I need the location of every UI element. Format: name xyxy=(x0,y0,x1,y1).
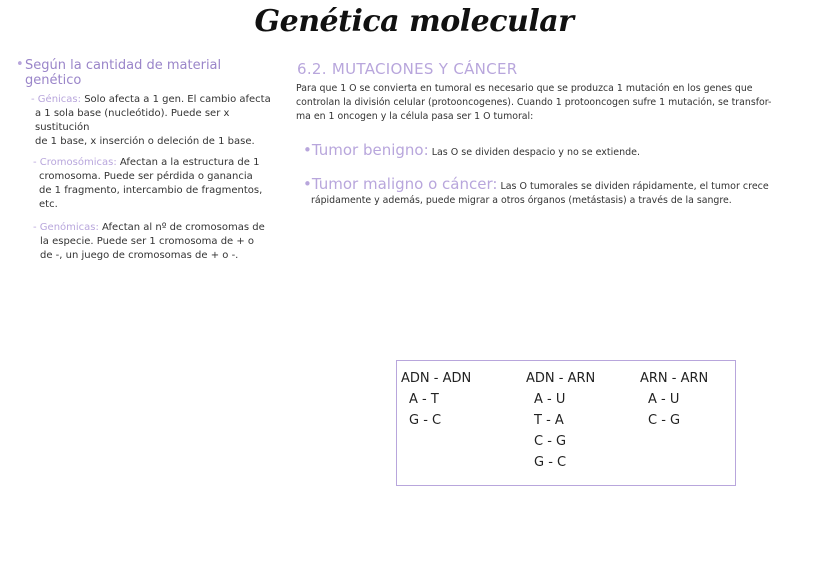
cromosomicas-block xyxy=(33,156,283,212)
genomicas-label: - Genómicas: xyxy=(33,222,99,233)
genicas-line-3: de 1 base, x inserción o deleción de 1 base. xyxy=(35,136,255,147)
maligno-item xyxy=(303,175,769,193)
column-header: ADN - ADN xyxy=(401,371,472,386)
base-pairs-box xyxy=(396,360,736,486)
pair-row: A - U xyxy=(648,392,680,407)
intro-paragraph xyxy=(296,82,826,124)
maligno-line-2: rápidamente y además, puede migrar a otros órganos (metástasis) a través de la sangre. xyxy=(311,195,732,206)
intro-line-3: ma en 1 oncogen y la célula pasa ser 1 O tumoral: xyxy=(296,111,534,122)
bullet-dot: • xyxy=(303,175,312,193)
intro-line-2: controlan la división celular (protooncogenes). Cuando 1 protooncogen sufre 1 mutación, se transfor- xyxy=(296,97,772,108)
left-heading-line-1: Según la cantidad de material xyxy=(25,58,222,73)
pair-row: G - C xyxy=(409,413,442,428)
cromosomicas-line-1: Afectan a la estructura de 1 xyxy=(116,157,260,168)
page-title: Genética molecular xyxy=(254,4,574,39)
genomicas-line-1: Afectan al nº de cromosomas de xyxy=(98,222,265,233)
genicas-line-2: a 1 sola base (nucleótido). Puede ser x sustitución xyxy=(35,108,230,133)
maligno-line-1: Las O tumorales se dividen rápidamente, el tumor crece xyxy=(497,181,769,192)
section-title: 6.2. MUTACIONES Y CÁNCER xyxy=(297,60,518,78)
benigno-item xyxy=(303,141,640,159)
genicas-line-1: Solo afecta a 1 gen. El cambio afecta xyxy=(81,94,271,105)
pair-row: A - U xyxy=(534,392,566,407)
genomicas-line-3: de -, un juego de cromosomas de + o -. xyxy=(40,250,239,261)
bullet-dot: • xyxy=(16,57,24,72)
intro-line-1: Para que 1 O se convierta en tumoral es necesario que se produzca 1 mutación en los genes que xyxy=(296,83,753,94)
genomicas-line-2: la especie. Puede ser 1 cromosoma de + o xyxy=(40,236,255,247)
bullet-dot: • xyxy=(303,141,312,159)
column-header: ADN - ARN xyxy=(526,371,596,386)
pair-row: C - G xyxy=(648,413,681,428)
genicas-label: - Génicas: xyxy=(31,94,82,105)
cromosomicas-line-2: cromosoma. Puede ser pérdida o ganancia xyxy=(39,171,253,182)
maligno-label: Tumor maligno o cáncer: xyxy=(311,175,498,193)
column-header: ARN - ARN xyxy=(640,371,709,386)
pair-row: T - A xyxy=(534,413,564,428)
genomicas-block xyxy=(33,221,283,263)
pairs-column-adn-adn xyxy=(401,369,471,431)
left-heading xyxy=(25,58,221,88)
cromosomicas-line-3: de 1 fragmento, intercambio de fragmentos, etc. xyxy=(39,185,263,210)
left-heading-line-2: genético xyxy=(25,73,82,88)
cromosomicas-label: - Cromosómicas: xyxy=(33,157,117,168)
pair-row: G - C xyxy=(534,455,567,470)
pair-row: A - T xyxy=(409,392,439,407)
pair-row: C - G xyxy=(534,434,567,449)
pairs-column-adn-arn xyxy=(526,369,595,473)
genicas-block xyxy=(31,93,281,149)
benigno-text: Las O se dividen despacio y no se extiende. xyxy=(428,147,641,158)
pairs-column-arn-arn xyxy=(640,369,708,431)
benigno-label: Tumor benigno: xyxy=(311,141,429,159)
